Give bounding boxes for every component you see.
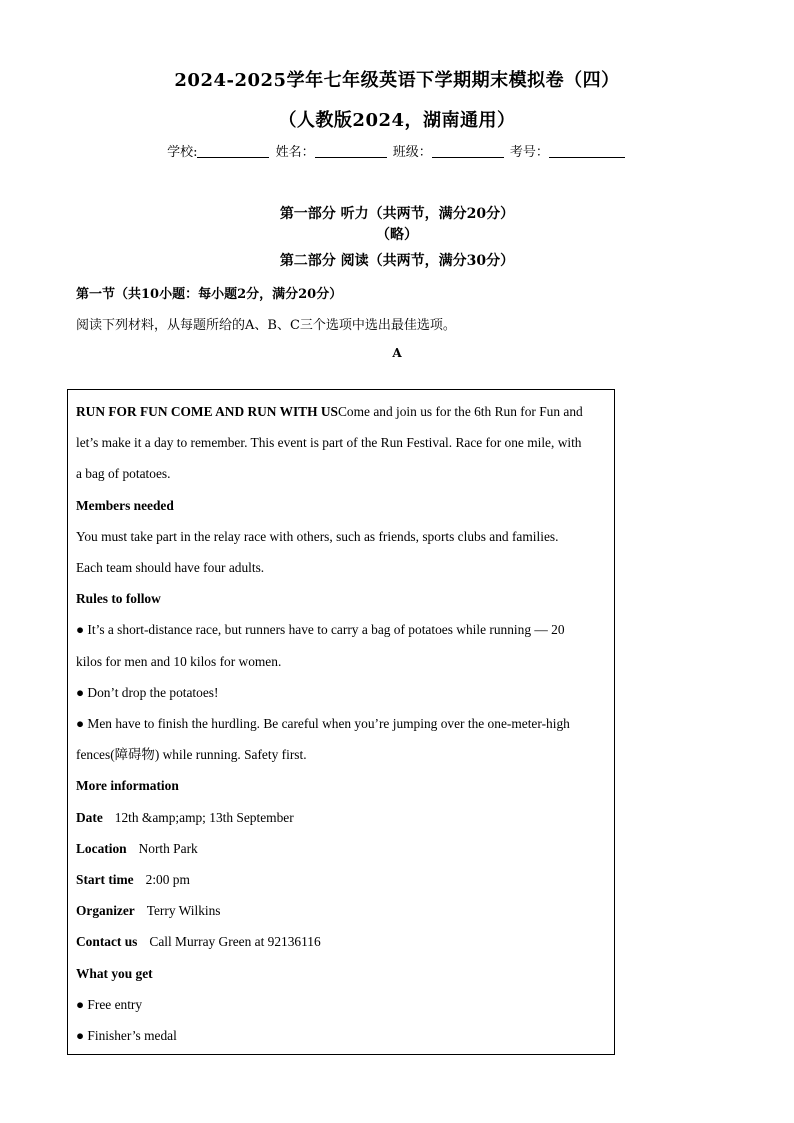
members-text: You must take part in the relay race with others, such as friends, sports clubs and families. [76, 528, 559, 544]
location-value: North Park [138, 840, 198, 856]
rule-item: ● It’s a short-distance race, but runners have to carry a bag of potatoes while running — 20 [76, 622, 565, 638]
date-label: Date [76, 809, 103, 825]
class-blank[interactable] [432, 157, 504, 158]
passage-content [76, 396, 608, 1051]
rule-item: ● Don’t drop the potatoes! [76, 684, 219, 700]
school-label: 学校: [167, 145, 198, 160]
rule-item: kilos for men and 10 kilos for women. [76, 653, 282, 669]
part2-heading: 第二部分 阅读（共两节，满分30分） [279, 253, 515, 269]
passage-box [67, 389, 615, 1055]
rule-item: ● Men have to finish the hurdling. Be careful when you’re jumping over the one-meter-high [76, 716, 570, 732]
benefit-item: ● Free entry [76, 996, 143, 1012]
rules-heading: Rules to follow [76, 591, 161, 607]
info-row-location [76, 833, 608, 864]
contact-label: Contact us [76, 934, 138, 950]
exam-title: 2024-2025学年七年级英语下学期期末模拟卷（四） [174, 70, 620, 91]
passage-letter: A [392, 346, 402, 360]
members-text: Each team should have four adults. [76, 560, 265, 576]
organizer-value: Terry Wilkins [146, 903, 221, 919]
student-info-line [0, 141, 794, 160]
exam-subtitle: （人教版2024，湖南通用） [278, 110, 516, 131]
info-row-contact [76, 926, 608, 957]
part1-heading: 第一部分 听力（共两节，满分20分） [279, 206, 515, 222]
class-label: 班级： [392, 145, 432, 160]
what-you-get-heading: What you get [76, 965, 153, 981]
name-blank[interactable] [315, 157, 387, 158]
exam-number-label: 考号： [509, 145, 549, 160]
passage-headline: RUN FOR FUN COME AND RUN WITH US [76, 404, 338, 419]
info-row-date [76, 802, 608, 833]
section1-heading: 第一节（共10小题：每小题2分，满分20分） [76, 287, 343, 302]
members-heading: Members needed [76, 497, 174, 513]
date-value: 12th &amp;amp; 13th September [114, 809, 294, 825]
intro-text: a bag of potatoes. [76, 466, 171, 482]
info-row-start-time [76, 864, 608, 895]
intro-text: Come and join us for the 6th Run for Fun and [338, 404, 583, 419]
info-row-organizer [76, 895, 608, 926]
more-info-heading: More information [76, 778, 179, 794]
name-label: 姓名： [275, 145, 315, 160]
part1-note: （略） [376, 227, 418, 243]
reading-instruction: 阅读下列材料，从每题所给的A、B、C三个选项中选出最佳选项。 [76, 318, 456, 333]
rule-item: fences(障碍物) while running. Safety first. [76, 747, 307, 763]
passage-line [76, 396, 608, 427]
school-blank[interactable] [197, 157, 269, 158]
start-time-label: Start time [76, 872, 134, 888]
exam-number-blank[interactable] [549, 157, 625, 158]
contact-value: Call Murray Green at 92136116 [149, 934, 321, 950]
organizer-label: Organizer [76, 903, 135, 919]
location-label: Location [76, 840, 127, 856]
start-time-value: 2:00 pm [145, 872, 190, 888]
benefit-item: ● Finisher’s medal [76, 1028, 177, 1044]
intro-text: let’s make it a day to remember. This event is part of the Run Festival. Race for one mile, with [76, 435, 582, 451]
